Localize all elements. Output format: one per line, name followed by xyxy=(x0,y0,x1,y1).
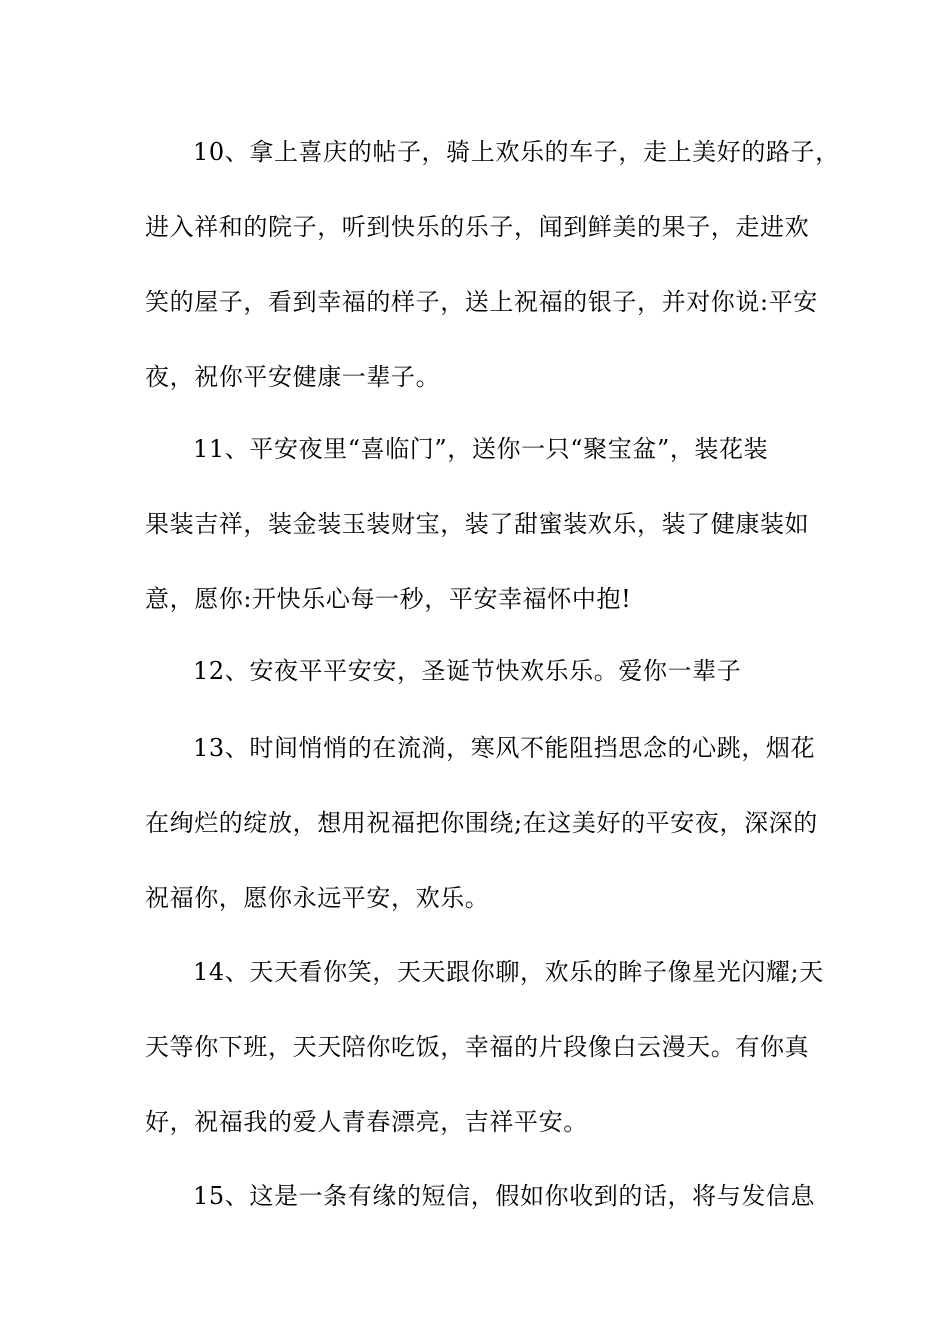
paragraph-14-line-1: 14、天天看你笑，天天跟你聊，欢乐的眸子像星光闪耀;天 xyxy=(193,958,824,986)
paragraph-10-line-1: 10、拿上喜庆的帖子，骑上欢乐的车子，走上美好的路子， xyxy=(193,138,840,166)
paragraph-11-line-2: 果装吉祥，装金装玉装财宝，装了甜蜜装欢乐，装了健康装如 xyxy=(145,510,810,538)
paragraph-12-line-1: 12、安夜平平安安，圣诞节快欢乐乐。爱你一辈子 xyxy=(193,657,742,685)
paragraph-13-line-2: 在绚烂的绽放，想用祝福把你围绕;在这美好的平安夜，深深的 xyxy=(145,809,818,837)
paragraph-11-line-3: 意，愿你:开快乐心每一秒，平安幸福怀中抱! xyxy=(145,585,632,613)
paragraph-14-line-3: 好，祝福我的爱人青春漂亮，吉祥平安。 xyxy=(145,1108,588,1136)
paragraph-15-line-1: 15、这是一条有缘的短信，假如你收到的话，将与发信息 xyxy=(193,1182,816,1210)
paragraph-10-line-3: 笑的屋子，看到幸福的样子，送上祝福的银子，并对你说:平安 xyxy=(145,288,818,316)
paragraph-13-line-1: 13、时间悄悄的在流淌，寒风不能阻挡思念的心跳，烟花 xyxy=(193,734,816,762)
paragraph-11-line-1: 11、平安夜里“喜临门”，送你一只“聚宝盆”，装花装 xyxy=(193,435,769,463)
paragraph-10-line-2: 进入祥和的院子，听到快乐的乐子，闻到鲜美的果子，走进欢 xyxy=(145,213,810,241)
paragraph-13-line-3: 祝福你，愿你永远平安，欢乐。 xyxy=(145,884,490,912)
paragraph-10-line-4: 夜，祝你平安健康一辈子。 xyxy=(145,363,441,391)
paragraph-14-line-2: 天等你下班，天天陪你吃饭，幸福的片段像白云漫天。有你真 xyxy=(145,1033,810,1061)
